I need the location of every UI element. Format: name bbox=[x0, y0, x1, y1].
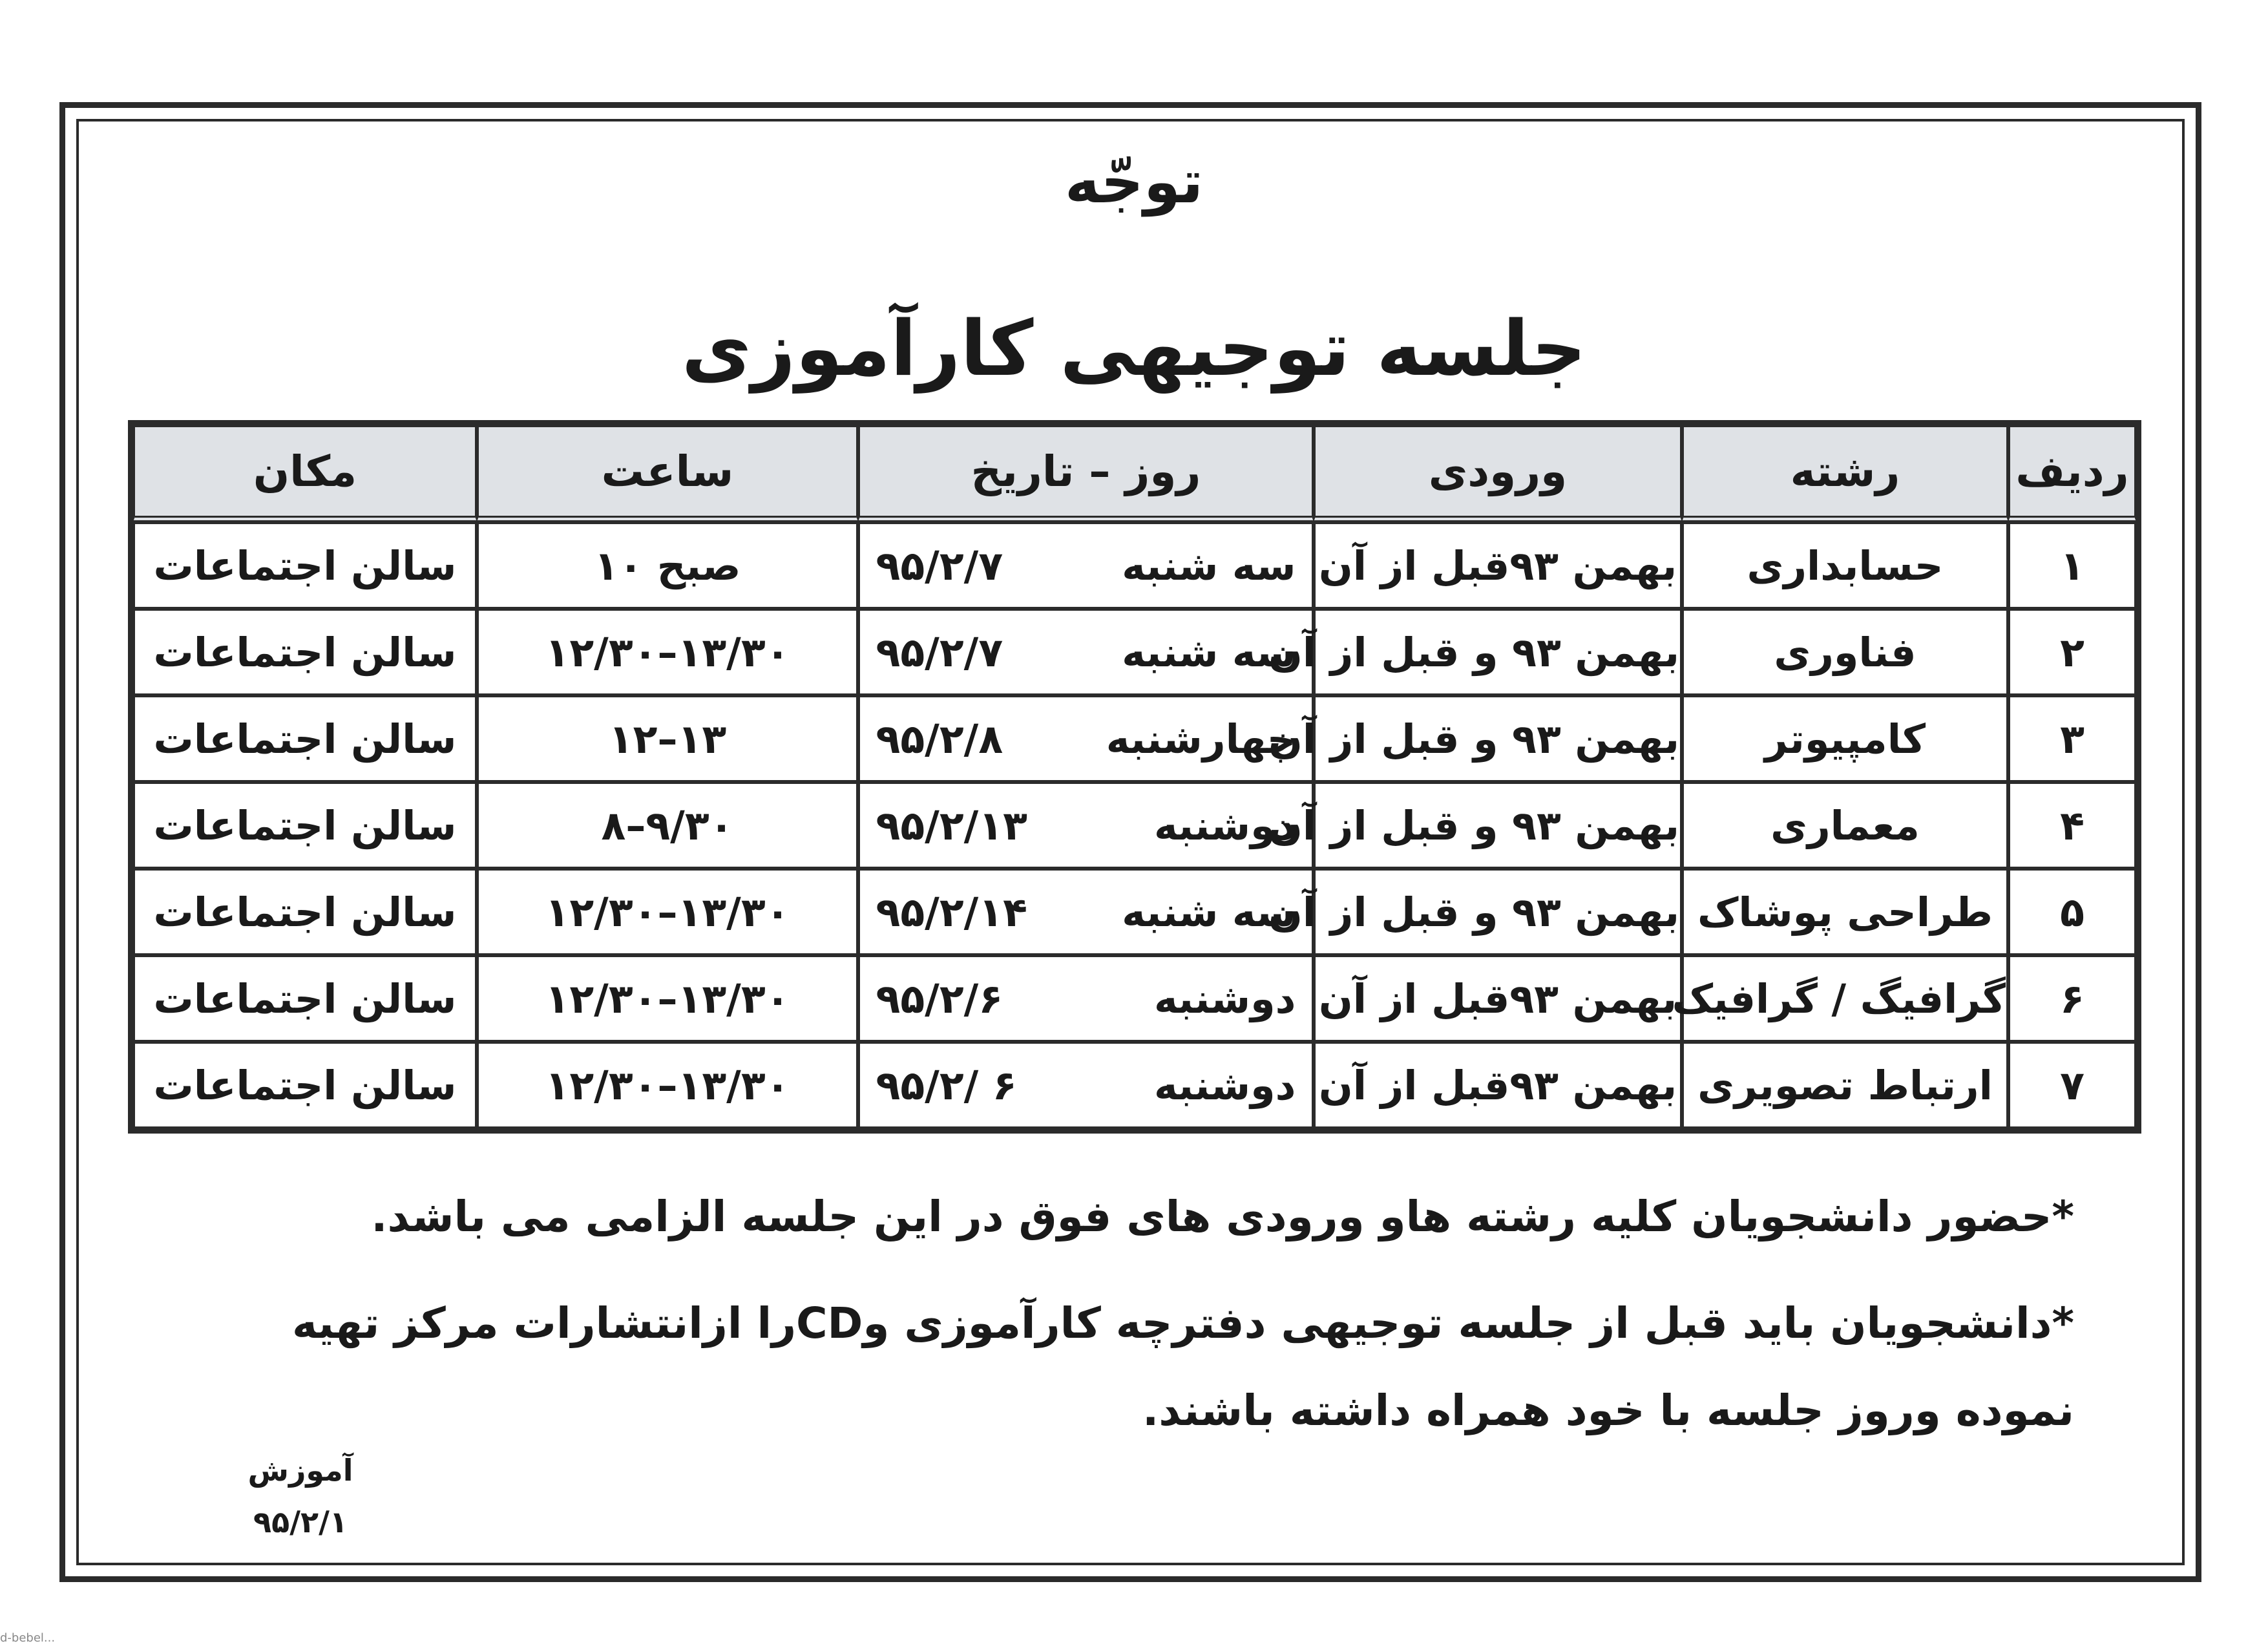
major-cell: معماری bbox=[1682, 782, 2008, 869]
note-booklet: *دانشجویان باید قبل از جلسه توجیهی دفترچه کارآموزی وCDرا ازانتشارات مرکز تهیه نموده وروز جلسه با خود همراه داشته باشند. bbox=[292, 1298, 2074, 1435]
place-cell: سالن اجتماعات bbox=[133, 869, 477, 955]
major-cell: ارتباط تصویری bbox=[1682, 1042, 2008, 1128]
header-date: روز – تاریخ bbox=[858, 425, 1314, 522]
table-row bbox=[133, 955, 2136, 1042]
day-label: دوشنبه bbox=[1153, 975, 1296, 1022]
header-time: ساعت bbox=[477, 425, 858, 522]
note-attendance: *حضور دانشجویان کلیه رشته هاو ورودی های فوق در این جلسه الزامی می باشد. bbox=[371, 1192, 2074, 1241]
date-value: ۹۵/۲/۱۳ bbox=[876, 801, 1027, 849]
table-row bbox=[133, 782, 2136, 869]
day-label: چهارشنبه bbox=[1106, 715, 1296, 763]
place-cell: سالن اجتماعات bbox=[133, 695, 477, 782]
date-cell bbox=[858, 869, 1314, 955]
signature-block bbox=[220, 1444, 381, 1548]
time-cell: ۱۲–۱۳ bbox=[477, 695, 858, 782]
date-cell bbox=[858, 695, 1314, 782]
time-cell: ۱۲/۳۰–۱۳/۳۰ bbox=[477, 955, 858, 1042]
time-cell: ۸–۹/۳۰ bbox=[477, 782, 858, 869]
notes-section bbox=[213, 1173, 2074, 1474]
row-number: ۵ bbox=[2008, 869, 2136, 955]
row-number: ۴ bbox=[2008, 782, 2136, 869]
time-cell: ۱۲/۳۰–۱۳/۳۰ bbox=[477, 1042, 858, 1128]
place-cell: سالن اجتماعات bbox=[133, 609, 477, 695]
major-cell: گرافیگ / گرافیک bbox=[1682, 955, 2008, 1042]
entry-cell: بهمن ۹۳ و قبل از آن bbox=[1314, 609, 1682, 695]
notice-title: توجّه bbox=[1064, 147, 1204, 217]
row-number: ۳ bbox=[2008, 695, 2136, 782]
time-cell: ۱۲/۳۰–۱۳/۳۰ bbox=[477, 869, 858, 955]
day-label: دوشنبه bbox=[1153, 1061, 1296, 1109]
header-row-number: ردیف bbox=[2008, 425, 2136, 522]
entry-cell: بهمن ۹۳ و قبل از آن bbox=[1314, 695, 1682, 782]
place-cell: سالن اجتماعات bbox=[133, 955, 477, 1042]
place-cell: سالن اجتماعات bbox=[133, 1042, 477, 1128]
header-place: مکان bbox=[133, 425, 477, 522]
row-number: ۱ bbox=[2008, 522, 2136, 609]
major-cell: طراحی پوشاک bbox=[1682, 869, 2008, 955]
major-cell: حسابداری bbox=[1682, 522, 2008, 609]
signature-date: ۹۵/۲/۱ bbox=[253, 1505, 348, 1539]
day-label: دوشنبه bbox=[1153, 801, 1296, 849]
entry-cell: بهمن ۹۳قبل از آن bbox=[1314, 522, 1682, 609]
row-number: ۲ bbox=[2008, 609, 2136, 695]
table-row bbox=[133, 1042, 2136, 1128]
table-row bbox=[133, 522, 2136, 609]
day-label: سه شنبه bbox=[1122, 542, 1296, 589]
date-cell bbox=[858, 522, 1314, 609]
header-major: رشته bbox=[1682, 425, 2008, 522]
source-watermark: d-bebel... bbox=[0, 1631, 56, 1645]
signature-office: آموزش bbox=[247, 1453, 353, 1488]
entry-cell: بهمن ۹۳ و قبل از آن bbox=[1314, 869, 1682, 955]
table-row bbox=[133, 609, 2136, 695]
date-value: ۹۵/۲/۶ bbox=[876, 975, 1003, 1022]
schedule-table bbox=[128, 420, 2141, 1134]
date-cell bbox=[858, 782, 1314, 869]
date-value: ۹۵/۲/۷ bbox=[876, 542, 1003, 589]
row-number: ۷ bbox=[2008, 1042, 2136, 1128]
major-cell: کامپیوتر bbox=[1682, 695, 2008, 782]
date-cell bbox=[858, 955, 1314, 1042]
place-cell: سالن اجتماعات bbox=[133, 782, 477, 869]
table-row bbox=[133, 869, 2136, 955]
header-entry: ورودی bbox=[1314, 425, 1682, 522]
day-label: سه شنبه bbox=[1122, 628, 1296, 676]
major-cell: فناوری bbox=[1682, 609, 2008, 695]
day-label: سه شنبه bbox=[1122, 888, 1296, 936]
time-cell: ۱۰ صبح bbox=[477, 522, 858, 609]
row-number: ۶ bbox=[2008, 955, 2136, 1042]
notice-subtitle: جلسه توجیهی کارآموزی bbox=[681, 304, 1587, 393]
date-cell bbox=[858, 1042, 1314, 1128]
date-value: ۹۵/۲/۷ bbox=[876, 628, 1003, 676]
date-value: ۹۵/۲/۸ bbox=[876, 715, 1003, 763]
table-header-row bbox=[133, 425, 2136, 522]
place-cell: سالن اجتماعات bbox=[133, 522, 477, 609]
date-cell bbox=[858, 609, 1314, 695]
time-cell: ۱۲/۳۰–۱۳/۳۰ bbox=[477, 609, 858, 695]
table-row bbox=[133, 695, 2136, 782]
entry-cell: بهمن ۹۳قبل از آن bbox=[1314, 1042, 1682, 1128]
date-value: ۹۵/۲/۱۴ bbox=[876, 888, 1027, 936]
date-value: ۹۵/۲/ ۶ bbox=[876, 1061, 1017, 1109]
entry-cell: بهمن ۹۳قبل از آن bbox=[1314, 955, 1682, 1042]
entry-cell: بهمن ۹۳ و قبل از آن bbox=[1314, 782, 1682, 869]
